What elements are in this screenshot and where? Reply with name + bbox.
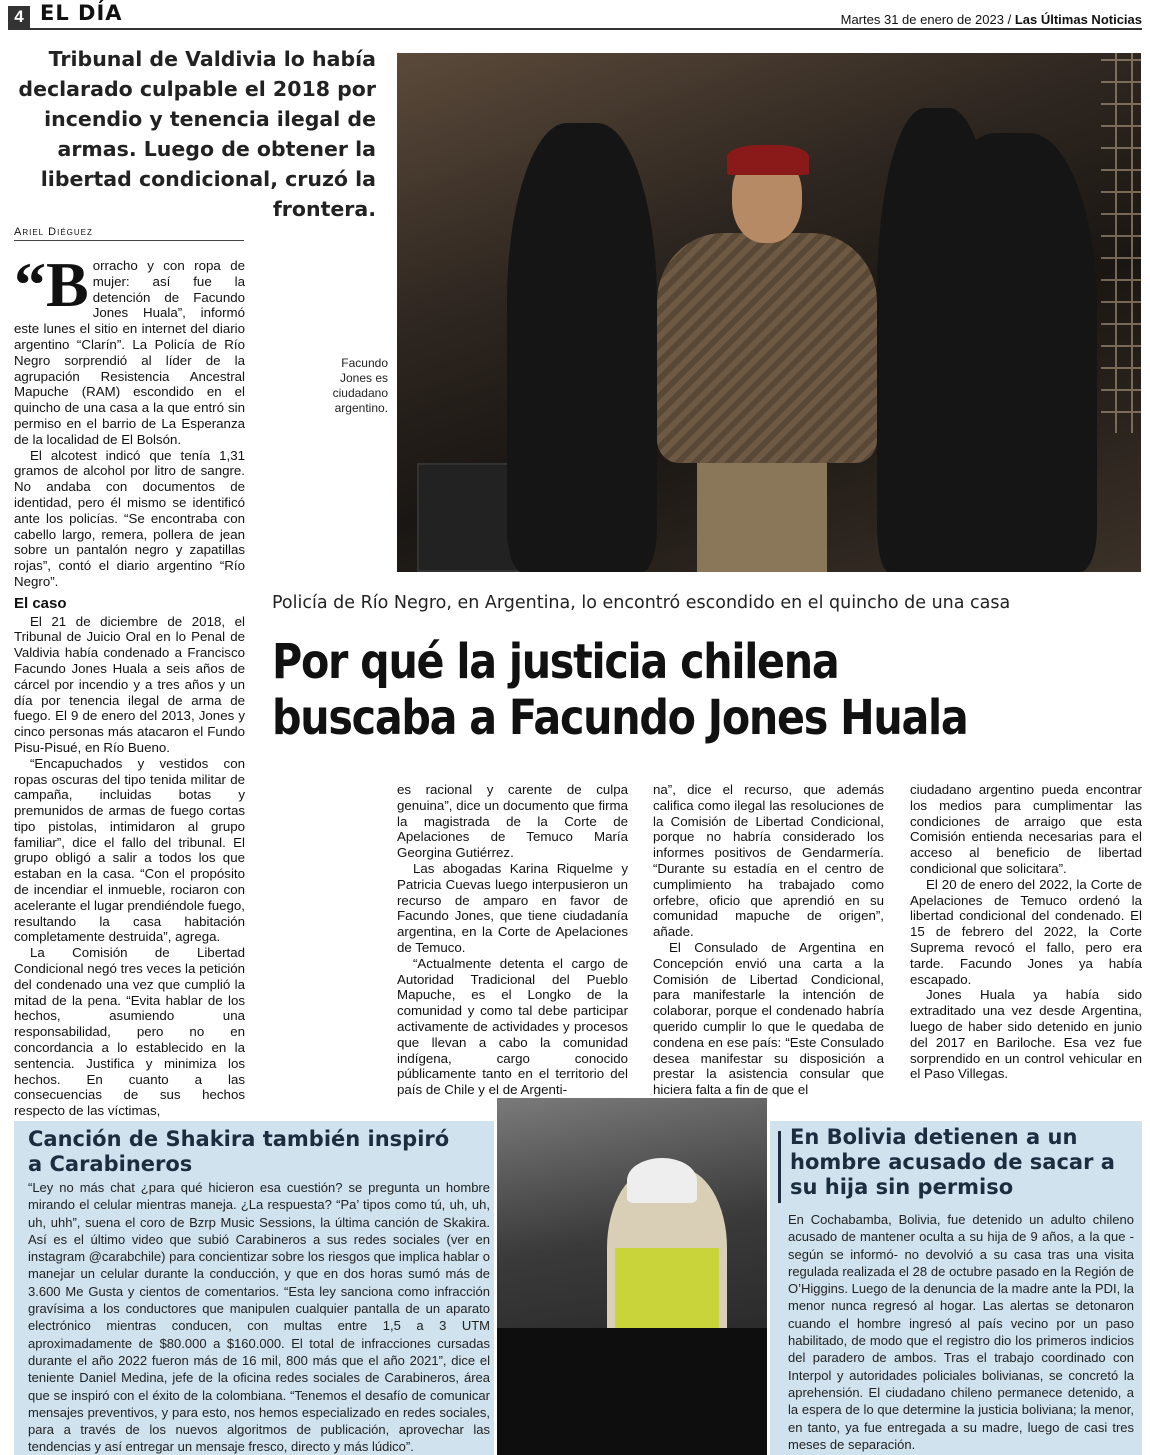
photo-caption: Facundo Jones es ciudadano argentino. — [332, 356, 388, 415]
article-paragraph: “Encapuchados y vestidos con ropas oscuras del tipo tenida militar de campaña, incluidas botas y premunidos de armas de fuego cortas tipo pistolas, intimidaron al grupo familiar”, dice el fallo del tribunal. El grupo obligó a salir a todos los que estaban en la casa. “Con el propósito de incendiar el inmueble, rociaron con acelerante el lugar prendiéndole fuego, resultando la casa habitación completamente destruida”, agrega. — [14, 755, 245, 945]
carabineros-photo — [497, 1098, 767, 1455]
dropcap — [14, 249, 89, 320]
article-paragraph: ciudadano argentino pueda encontrar los medios para cumplimentar las condiciones de arraigo que esta Comisión entienda necesarias para el acceso al beneficio de libertad condicional que solicitara”. — [910, 782, 1142, 876]
headline-line-2: buscaba a Facundo Jones Huala — [272, 690, 968, 746]
article-column-3 — [653, 782, 884, 1098]
box-accent-bar — [778, 1131, 781, 1203]
headline-line-1: Por qué la justicia chilena — [272, 634, 839, 690]
article-paragraph: Las abogadas Karina Riquelme y Patricia Cuevas luego interpusieron un recurso de amparo en favor de Facundo Jones, que tiene ciudadanía argentina, en la Corte de Apelaciones de Temuco. — [397, 860, 628, 955]
article-column-2 — [397, 782, 628, 1098]
dropcap-letter: B — [46, 249, 89, 320]
article-paragraph: El alcotest indicó que tenía 1,31 gramos de alcohol por litro de sangre. No andaba con documentos de identidad, pero él mismo se identificó ante los policías. “Se encontraba con cabello largo, remera, pollera de jean sobre un pantalón negro y zapatillas rojas”, contó el diario argentino “Río Negro”. — [14, 447, 245, 589]
sidebar-box-bolivia — [770, 1121, 1142, 1455]
photo-net — [1101, 53, 1141, 433]
photo-guard-right — [927, 133, 1097, 572]
masthead — [8, 1, 1142, 30]
newspaper-name: Las Últimas Noticias — [1014, 12, 1142, 27]
article-paragraph — [14, 249, 245, 448]
lead-summary: Tribunal de Valdivia lo había declarado culpable el 2018 por incendio y tenencia ilegal de armas. Luego de obtener la libertad condicional, cruzó la frontera. — [18, 47, 376, 221]
photo-guard-left — [507, 123, 657, 572]
article-column-1 — [14, 249, 245, 1119]
section-title: EL DÍA — [40, 1, 123, 25]
article-paragraph: El Consulado de Argentina en Concepción envió una carta a la Comisión de Libertad Condicional, para manifestarle la intención de colaborar, porque el condenado habría querido cumplir lo que le quedaba de condena en ese país: “Este Consulado desea manifestar su disposición a prestar la asistencia consular que hiciera falta a fin de que el — [653, 939, 884, 1098]
main-photo — [397, 53, 1141, 572]
kicker: Policía de Río Negro, en Argentina, lo encontró escondido en el quincho de una casa — [272, 593, 1011, 613]
box-body: En Cochabamba, Bolivia, fue detenido un adulto chileno acusado de mantener oculta a su hija de 9 años, a la que -según se informó- no devolvió a su casa tras una visita regulada realizada el 28 de octubre pasado en la Región de O’Higgins. Luego de la denuncia de la madre ante la PDI, la menor nunca regresó al hogar. Las alertas se detonaron cuando el hombre ingresó al país vecino por un paso habilitado, de modo que el registro dio los primeros indicios del paradero de ambos. Tras el trabajo coordinado con Interpol y autoridades policiales bolivianas, se concretó la aprehensión. El ciudadano chileno permanece detenido, a la espera de lo que determine la justicia boliviana; la menor, en tanto, ya fue entregada a su madre, luego de casi tres meses de separación. — [788, 1212, 1134, 1452]
photo-poncho — [657, 233, 877, 463]
article-paragraph: El 21 de diciembre de 2018, el Tribunal de Juicio Oral en lo Penal de Valdivia había condenado a Francisco Facundo Jones Huala a seis años de cárcel por incendio y a tres años y un día por tenencia ilegal de arma de fuego. El 9 de enero del 2013, Jones y cinco personas más atacaron el Fundo Pisu-Pisué, en Río Bueno. — [14, 613, 245, 755]
box-body: “Ley no más chat ¿para qué hicieron esa cuestión? se pregunta un hombre mirando el celular mientras maneja. ¿La respuesta? “Pa’ tipos como tú, uh, uh, uh, uhh”, suena el coro de Bzrp Music Sessions, la última canción de Skakira. Así es el último video que subió Carabineros a sus redes sociales (ver en instagram @carabchile) para concientizar sobre los riesgos que implica hablar o manejar un celular durante la conducción, y que en dos horas sumó más de 3.600 Me Gusta y cientos de comentarios. “Esta ley sanciona como infracción gravísima a los conductores que manipulen cualquier pantalla de un aparato electrónico mientras conducen, con multas entre 1,5 a 3 UTM aproximadamente de $80.000 a $160.000. El total de infracciones cursadas durante el año 2022 fueron más de 16 mil, 800 más que el año 2021”, dice el teniente Daniel Medina, jefe de la oficina redes sociales de Carabineros, área que se inspiró con el éxito de la colombiana. “Tenemos el desafío de comunicar mensajes preventivos, y para esto, nos hemos especializado en redes sociales, para a través de los nuevos algoritmos de publicación, aprovechar las tendencias y así entregar un mensaje fresco, directo y más lúdico”. — [28, 1180, 490, 1455]
article-column-4 — [910, 782, 1142, 1082]
page-number: 4 — [8, 6, 30, 28]
photo-headband — [727, 145, 809, 175]
dropcap-quote: “ — [14, 249, 46, 320]
subhead: El caso — [14, 594, 67, 612]
date: Martes 31 de enero de 2023 — [840, 12, 1004, 27]
sidebar-box-shakira — [14, 1121, 494, 1455]
article-paragraph: “Actualmente detenta el cargo de Autoridad Tradicional del Pueblo Mapuche, es el Longko de la comunidad y como tal debe participar activamente de actividades y procesos que llevan a cabo la comunidad indígena, cargo conocido públicamente tanto en el territorio del país de Chile y el de Argenti- — [397, 955, 628, 1098]
photo-car — [497, 1328, 767, 1455]
article-paragraph: La Comisión de Libertad Condicional negó tres veces la petición del condenado una vez que cumplió la mitad de la pena. “Evita hablar de los hechos, asumiendo una responsabilidad, pero no en concordancia a lo establecido en la sentencia. Justifica y minimiza los hechos. En cuanto a las consecuencias de sus hechos respecto de las víctimas, — [14, 945, 245, 1119]
box-title: En Bolivia detienen a un hombre acusado de sacar a su hija sin permiso — [790, 1125, 1115, 1199]
photo-helmet — [627, 1158, 697, 1203]
byline: Ariel Diéguez — [14, 226, 244, 241]
article-paragraph: na”, dice el recurso, que además califica como ilegal las resoluciones de la Comisión de Libertad Condicional, porque no habría considerado los informes positivos de Gendarmería. “Durante su estadía en el centro de cumplimiento ha trabajado como orfebre, oficio que aprendió en su comunidad mapuche de origen”, añade. — [653, 782, 884, 940]
dateline — [841, 12, 1142, 27]
article-paragraph: es racional y carente de culpa genuina”, dice un documento que firma la magistrada de la Corte de Apelaciones de Temuco María Georgina Gutiérrez. — [397, 782, 628, 861]
article-paragraph: Jones Huala ya había sido extraditado una vez desde Argentina, luego de haber sido detenido en junio del 2017 en Bariloche. Esa vez fue sorprendido en un control vehicular en el Paso Villegas. — [910, 987, 1142, 1082]
article-paragraph: El 20 de enero del 2022, la Corte de Apelaciones de Temuco ordenó la libertad condicional del condenado. El 15 de febrero del 2022, la Corte Suprema revocó el fallo, pero era tarde. Facundo Jones ya había escapado. — [910, 876, 1142, 987]
date-separator: / — [1007, 12, 1012, 27]
paragraph-text: orracho y con ropa de mujer: así fue la detención de Facundo Jones Huala”, informó este lunes el sitio en internet del diario argentino “Clarín”. La Policía de Río Negro sorprendió al líder de la agrupación Resistencia Ancestral Mapuche (RAM) escondido en el quincho de una casa a la que entró sin permiso en el barrio de La Esperanza de la localidad de El Bolsón. — [14, 258, 245, 447]
headline — [272, 634, 1020, 746]
box-title: Canción de Shakira también inspiró a Carabineros — [28, 1127, 450, 1176]
photo-pants — [697, 453, 827, 572]
